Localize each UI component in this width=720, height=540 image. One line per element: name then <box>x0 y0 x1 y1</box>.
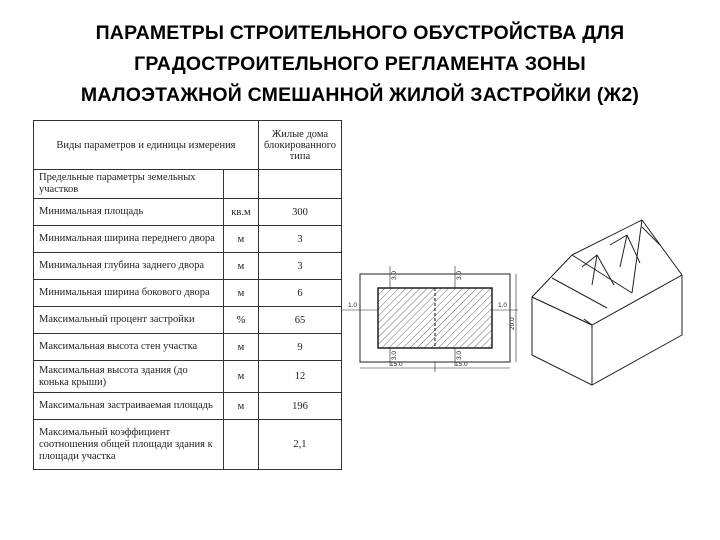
table-row <box>34 280 342 307</box>
row-label: Минимальная глубина заднего двора <box>34 253 224 280</box>
plot-plan-drawing <box>340 262 520 374</box>
row-label: Минимальная площадь <box>34 199 224 226</box>
table-row <box>34 334 342 361</box>
title-line-2: ГРАДОСТРОИТЕЛЬНОГО РЕГЛАМЕНТА ЗОНЫ <box>134 53 586 75</box>
row-label: Минимальная ширина переднего двора <box>34 226 224 253</box>
row-label: Максимальный процент застройки <box>34 307 224 334</box>
row-value: 196 <box>258 393 341 420</box>
row-value: 3 <box>258 253 341 280</box>
row-label: Максимальный коэффициент соотношения общей площади здания к площади участка <box>34 420 224 470</box>
row-unit: % <box>223 307 258 334</box>
header-params: Виды параметров и единицы измерения <box>34 121 259 170</box>
section-label: Предельные параметры земельных участков <box>34 170 224 199</box>
row-unit: м <box>223 280 258 307</box>
parameters-table <box>33 120 342 470</box>
row-value: 65 <box>258 307 341 334</box>
row-value: 9 <box>258 334 341 361</box>
row-unit: м <box>223 361 258 393</box>
dim-left: 1.0 <box>348 302 358 309</box>
dim-right: 1.0 <box>498 302 508 309</box>
row-label: Максимальная высота здания (до конька крыши) <box>34 361 224 393</box>
table-row <box>34 307 342 334</box>
table-row <box>34 253 342 280</box>
table-header-row <box>34 121 342 170</box>
dim-bottom-right-vertical: 3.0 <box>456 350 463 360</box>
row-unit: м <box>223 334 258 361</box>
row-unit <box>223 420 258 470</box>
dim-top-right: 3.0 <box>456 270 463 280</box>
title-line-1: ПАРАМЕТРЫ СТРОИТЕЛЬНОГО ОБУСТРОЙСТВА ДЛЯ <box>95 22 625 44</box>
row-label: Максимальная высота стен участка <box>34 334 224 361</box>
row-value: 2,1 <box>258 420 341 470</box>
row-unit: кв.м <box>223 199 258 226</box>
dim-side: 20.0 <box>509 317 516 330</box>
table-row <box>34 361 342 393</box>
dim-top-left: 3.0 <box>391 270 398 280</box>
row-label: Минимальная ширина бокового двора <box>34 280 224 307</box>
title-line-3: МАЛОЭТАЖНОЙ СМЕШАННОЙ ЖИЛОЙ ЗАСТРОЙКИ (Ж2) <box>80 84 640 106</box>
row-value: 12 <box>258 361 341 393</box>
table-section-row <box>34 170 342 199</box>
table-body <box>34 199 342 470</box>
row-value: 3 <box>258 226 341 253</box>
table-row <box>34 199 342 226</box>
isometric-building-drawing <box>522 205 692 395</box>
row-value: 6 <box>258 280 341 307</box>
table-row <box>34 226 342 253</box>
dim-bottom-1: 15.0 <box>390 361 403 368</box>
row-unit: м <box>223 226 258 253</box>
row-value: 300 <box>258 199 341 226</box>
header-housing-type: Жилые дома блокированного типа <box>258 121 341 170</box>
table-row <box>34 420 342 470</box>
row-unit: м <box>223 393 258 420</box>
dim-bottom-2: 15.0 <box>455 361 468 368</box>
row-label: Максимальная застраиваемая площадь <box>34 393 224 420</box>
slide-title <box>0 18 720 111</box>
row-unit: м <box>223 253 258 280</box>
table-row <box>34 393 342 420</box>
dim-bottom-left-vertical: 3.0 <box>391 350 398 360</box>
